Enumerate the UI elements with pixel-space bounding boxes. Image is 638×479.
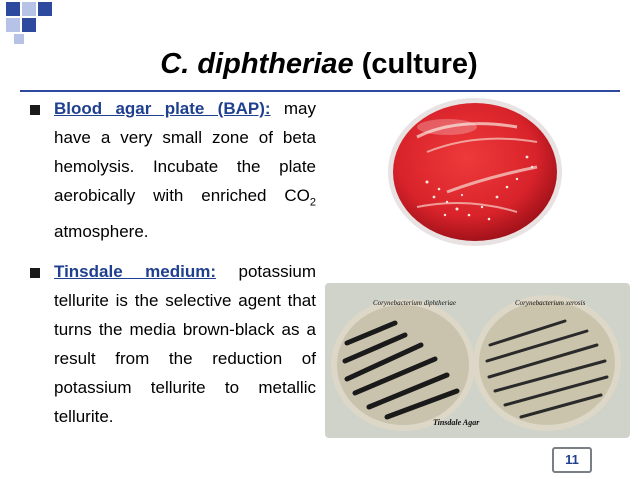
blood-agar-plate-image xyxy=(387,97,563,247)
co2-subscript: 2 xyxy=(309,196,316,209)
title-divider xyxy=(20,90,620,92)
bullet-text-bap xyxy=(54,94,316,246)
tinsdale-agar-image xyxy=(325,283,630,438)
corner-decoration xyxy=(6,2,20,16)
bullet-icon xyxy=(30,105,40,115)
title-organism: C. diphtheriae xyxy=(160,48,354,80)
bullet-icon xyxy=(30,268,40,278)
bullet-body-tinsdale: potassium tellurite is the selective agent that turns the media brown-black as a result from the reduction of potassium tellurite to metallic tellurite. xyxy=(54,262,317,426)
bullet-body-bap-end: atmosphere. xyxy=(54,222,149,242)
plate-right-label: Corynebacterium xerosis xyxy=(515,299,586,307)
corner-decoration xyxy=(6,18,20,32)
title-subtitle: (culture) xyxy=(361,48,478,80)
bullet-lead-bap: Blood agar plate (BAP): xyxy=(54,99,271,118)
corner-decoration xyxy=(22,2,36,16)
corner-decoration xyxy=(22,18,36,32)
bullet-body-bap: may have a very small zone of beta hemolysis. Incubate the plate aerobically with enriched CO xyxy=(54,99,316,205)
page-number-badge: 11 xyxy=(552,447,592,473)
corner-decoration xyxy=(38,2,52,16)
corner-decoration xyxy=(14,34,24,44)
bullet-text-tinsdale xyxy=(54,257,316,431)
plate-left-label: Corynebacterium diphtheriae xyxy=(373,299,457,307)
photo-caption: Tinsdale Agar xyxy=(433,418,480,427)
bullet-lead-tinsdale: Tinsdale medium: xyxy=(54,262,217,281)
slide-title xyxy=(0,48,638,81)
